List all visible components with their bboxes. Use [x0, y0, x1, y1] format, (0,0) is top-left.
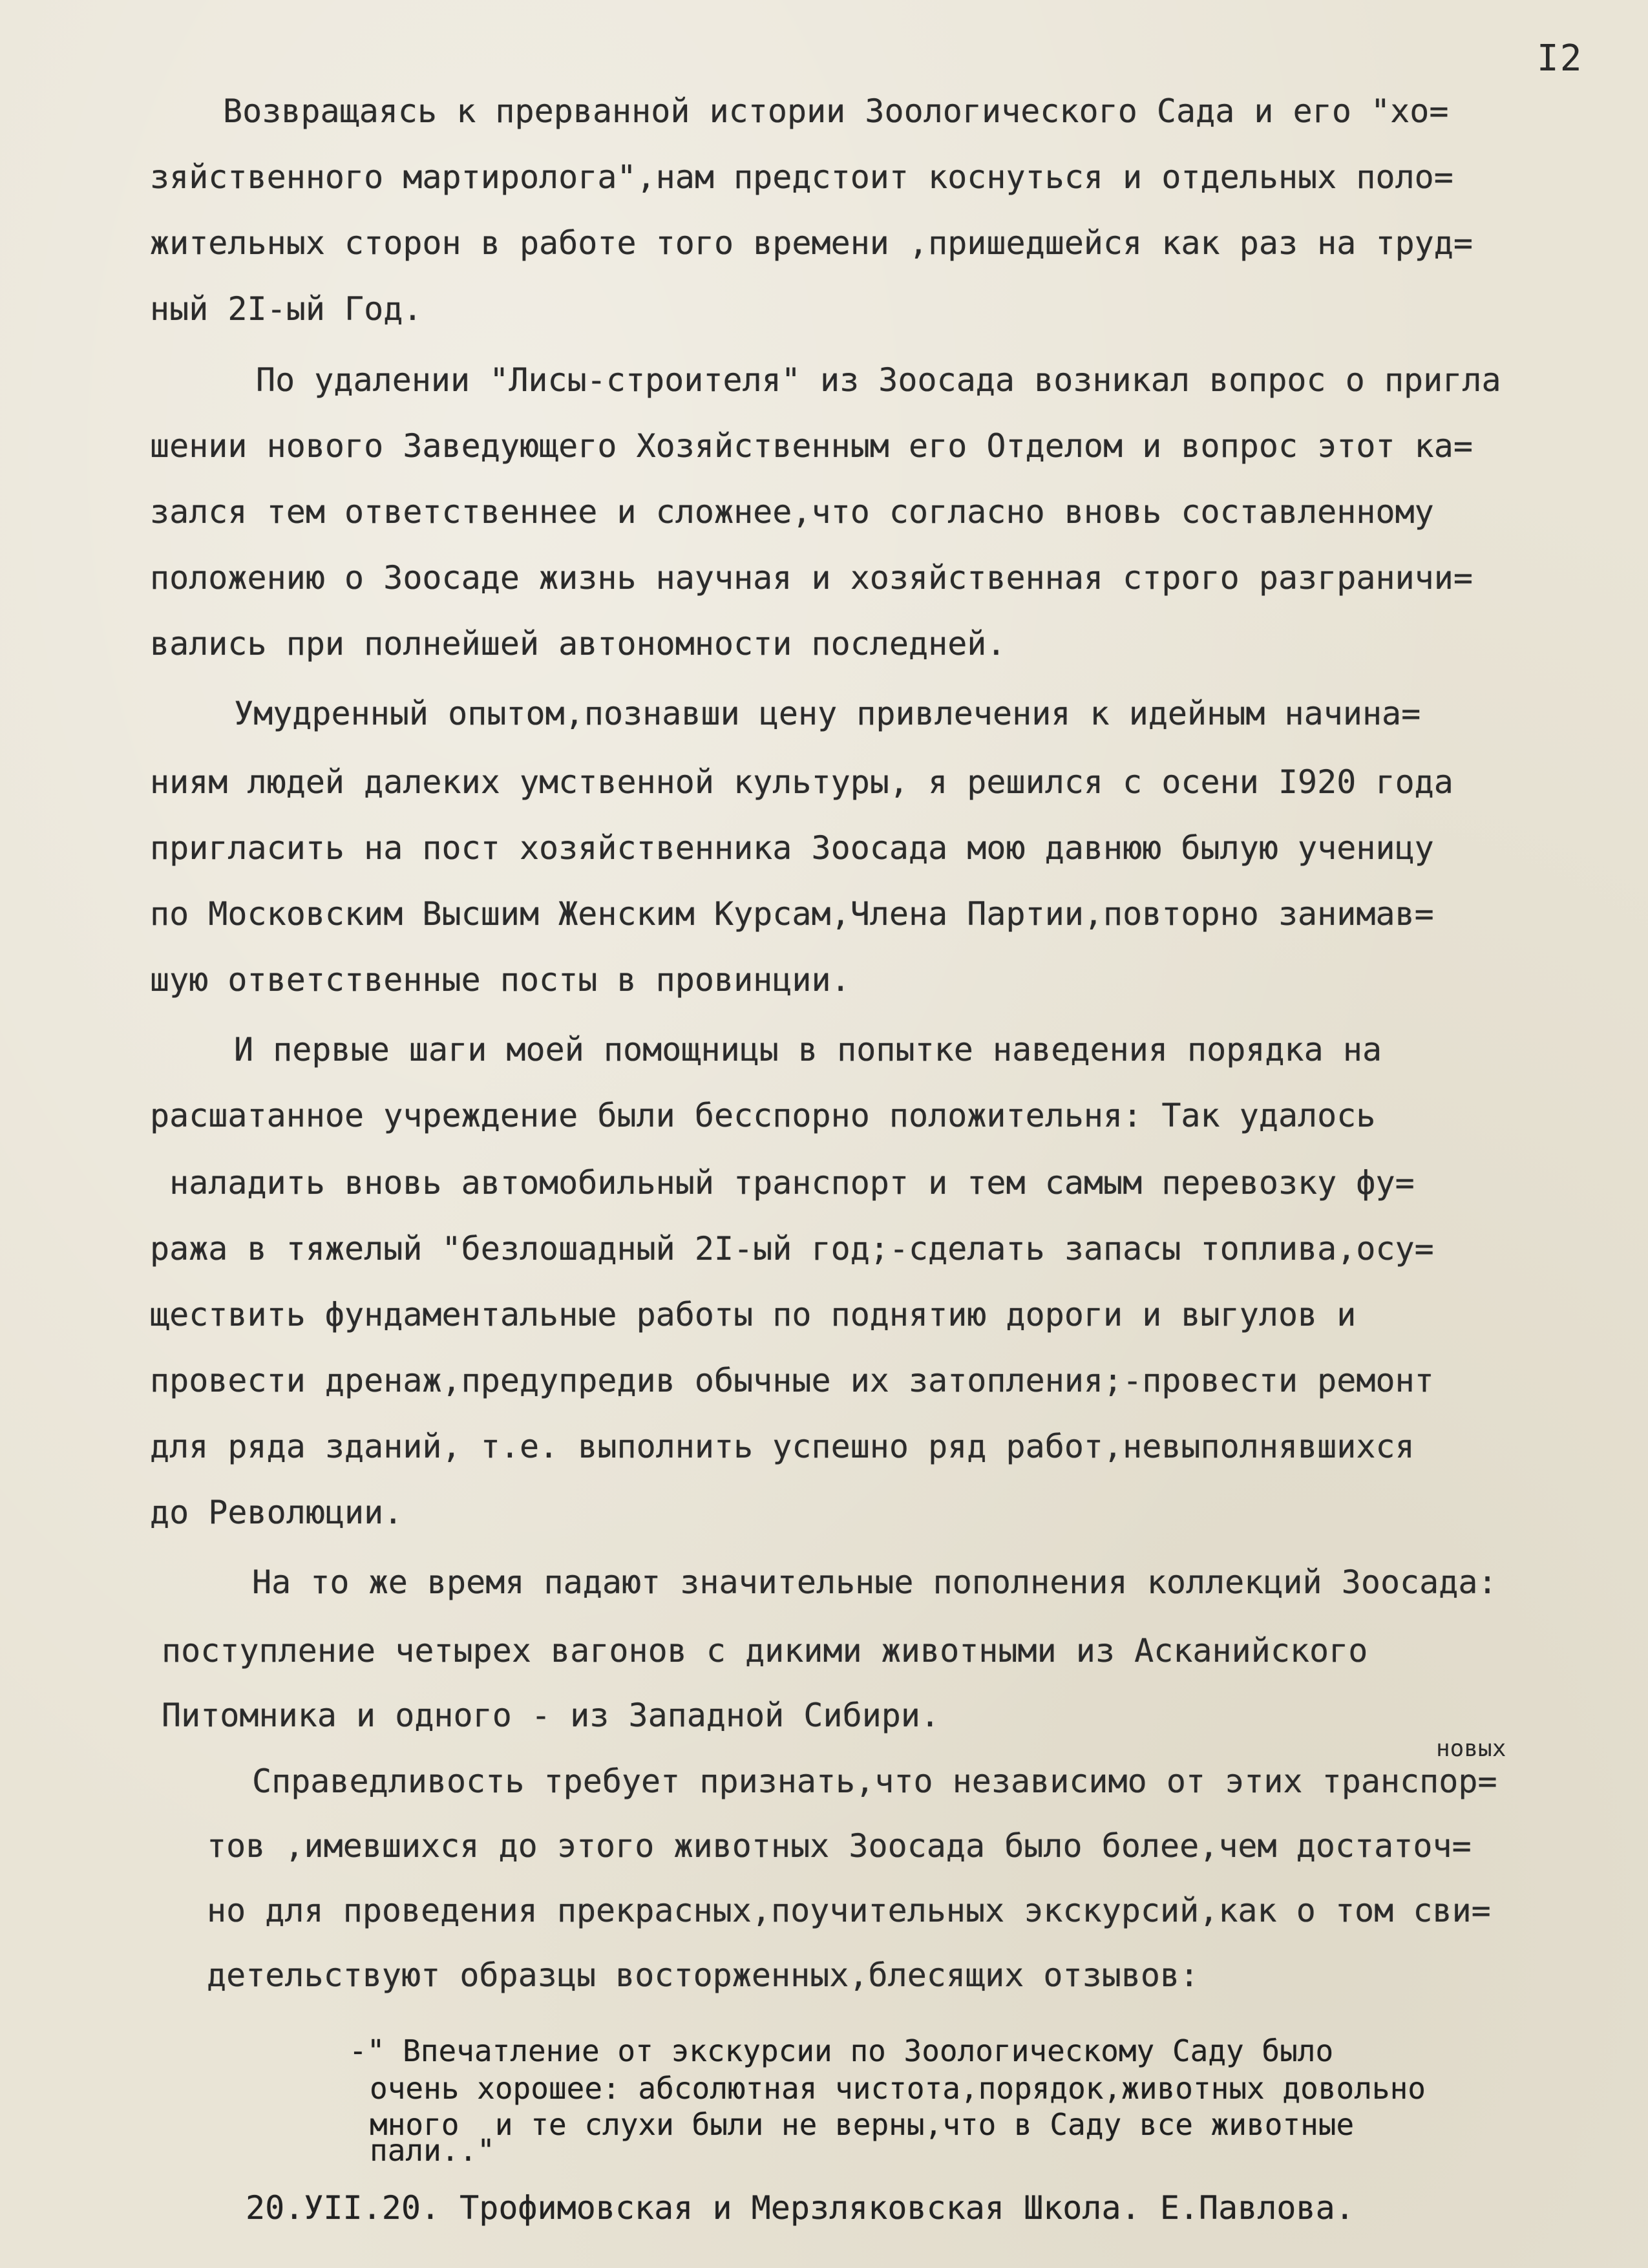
text-line: шении нового Заведующего Хозяйственным его Отделом и вопрос этот ка=	[150, 427, 1473, 465]
text-line: зяйственного мартиролога",нам предстоит коснуться и отдельных поло=	[150, 158, 1453, 196]
text-line: но для проведения прекрасных,поучительных экскурсий,как о том сви=	[207, 1892, 1491, 1929]
page-number: I2	[1537, 37, 1583, 79]
text-line: ниям людей далеких умственной культуры, я решился с осени I920 года	[150, 763, 1453, 801]
signature-line: 20.УII.20. Трофимовская и Мерзляковская Школа. Е.Павлова.	[246, 2189, 1355, 2227]
text-line: ществить фундаментальные работы по поднятию дороги и выгулов и	[150, 1296, 1357, 1333]
text-line: пригласить на пост хозяйственника Зоосада мою давнюю былую ученицу	[150, 829, 1434, 867]
quote-line: пали.."	[370, 2133, 495, 2168]
quote-line: очень хорошее: абсолютная чистота,порядок,животных довольно	[370, 2071, 1426, 2106]
text-line: На то же время падают значительные пополнения коллекций Зоосада:	[252, 1563, 1497, 1601]
text-line: жительных сторон в работе того времени ,пришедшейся как раз на труд=	[150, 224, 1473, 262]
text-line: вались при полнейшей автономности последней.	[150, 625, 1006, 662]
text-line: положению о Зоосаде жизнь научная и хозяйственная строго разграничи=	[150, 559, 1473, 597]
text-line: расшатанное учреждение были бесспорно положительня: Так удалось	[150, 1097, 1376, 1134]
quote-line: -" Впечатление от экскурсии по Зоологическому Саду было	[349, 2033, 1334, 2068]
text-line: По удалении "Лисы-строителя" из Зоосада возникал вопрос о пригла	[256, 361, 1501, 399]
text-line: до Революции.	[150, 1494, 403, 1531]
text-line: зался тем ответственнее и сложнее,что согласно вновь составленному	[150, 493, 1434, 531]
text-line: И первые шаги моей помощницы в попытке наведения порядка на	[234, 1031, 1382, 1068]
text-line: тов ,имевшихся до этого животных Зоосада было более,чем достаточ=	[207, 1827, 1472, 1865]
text-line: детельствуют образцы восторженных,блесящих отзывов:	[207, 1956, 1199, 1994]
text-line: Умудренный опытом,познавши цену привлечения к идейным начина=	[234, 695, 1421, 732]
text-line: для ряда зданий, т.е. выполнить успешно ряд работ,невыполнявшихся	[150, 1428, 1415, 1465]
typed-insertion: новых	[1436, 1735, 1506, 1762]
text-line: по Московским Высшим Женским Курсам,Члена Партии,повторно занимав=	[150, 895, 1434, 933]
text-line: провести дренаж,предупредив обычные их затопления;-провести ремонт	[150, 1362, 1434, 1399]
text-line: поступление четырех вагонов с дикими животными из Асканийского	[162, 1632, 1368, 1669]
text-line: ража в тяжелый "безлошадный 2I-ый год;-сделать запасы топлива,осу=	[150, 1230, 1434, 1267]
text-line: Питомника и одного - из Западной Сибири.	[162, 1697, 940, 1734]
quote-line: много и те слухи были не верны,что в Саду все животные	[370, 2107, 1355, 2142]
text-line: Возвращаясь к прерванной истории Зоологического Сада и его "хо=	[223, 92, 1449, 130]
text-line: шую ответственные посты в провинции.	[150, 961, 850, 999]
text-line: ный 2I-ый Год.	[150, 290, 423, 328]
text-line: наладить вновь автомобильный транспорт и тем самым перевозку фу=	[150, 1164, 1415, 1202]
text-line: Справедливость требует признать,что независимо от этих транспор=	[252, 1763, 1497, 1800]
